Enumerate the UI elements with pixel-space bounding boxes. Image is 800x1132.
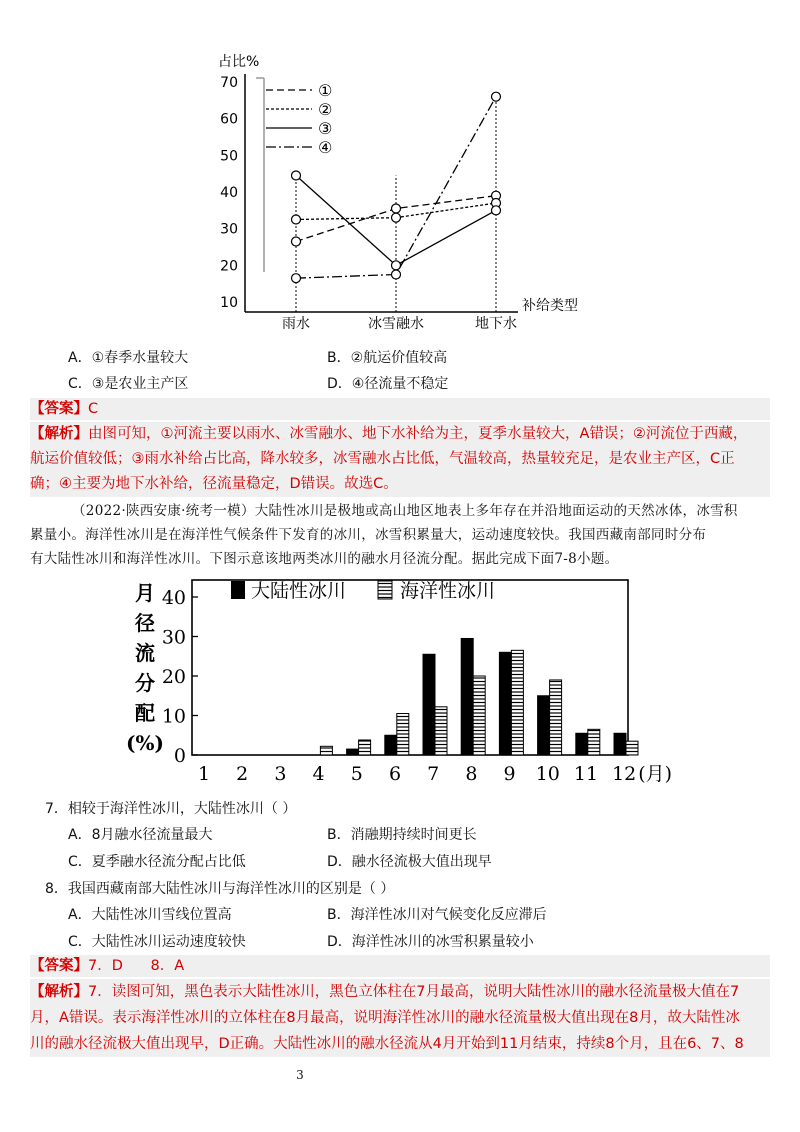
bar-continental bbox=[538, 696, 550, 755]
bar-maritime bbox=[550, 680, 562, 755]
bar-continental bbox=[614, 733, 626, 755]
glacier-runoff-bar-chart bbox=[120, 572, 680, 787]
q7-option-a: A．8月融水径流量最大 bbox=[68, 827, 213, 843]
y-tick-label: 10 bbox=[161, 705, 186, 728]
legend-label: ② bbox=[318, 100, 333, 119]
bar-maritime bbox=[359, 740, 371, 755]
y-tick-label: 0 bbox=[173, 745, 186, 767]
bar-maritime bbox=[435, 707, 447, 755]
data-point bbox=[292, 171, 301, 180]
x-unit-label: (月) bbox=[638, 763, 673, 785]
bar-continental bbox=[576, 733, 588, 755]
data-point bbox=[392, 213, 401, 222]
chart1-xlabel: 补给类型 bbox=[522, 298, 578, 314]
y-tick-label: 40 bbox=[220, 185, 238, 201]
answer-value: 7．D 8．A bbox=[88, 958, 185, 974]
x-category-label: 2 bbox=[236, 763, 249, 785]
analysis-line: 确；④主要为地下水补给，径流量稳定，D错误。故选C。 bbox=[30, 476, 398, 492]
q8-option-b: B．海洋性冰川对气候变化反应滞后 bbox=[327, 907, 547, 923]
analysis-line: 航运价值较低；③雨水补给占比高，降水较多，冰雪融水占比低，气温较高，热量较充足，是农业主产区，C正 bbox=[30, 451, 735, 467]
q8-stem: 8．我国西藏南部大陆性冰川与海洋性冰川的区别是（ ） bbox=[45, 881, 395, 897]
x-category-label: 10 bbox=[535, 763, 560, 785]
y-axis-label-char: 配 bbox=[135, 701, 155, 725]
bar-maritime bbox=[588, 729, 600, 755]
bar-continental bbox=[499, 652, 511, 755]
x-category-label: 12 bbox=[612, 763, 637, 785]
y-tick-label: 50 bbox=[220, 148, 238, 165]
answer-label: 【答案】 bbox=[30, 401, 88, 417]
q6-option-a: A．①春季水量较大 bbox=[68, 350, 189, 366]
data-point bbox=[392, 261, 401, 270]
legend-label: ④ bbox=[318, 138, 333, 157]
y-tick-label: 70 bbox=[220, 75, 238, 91]
q7-option-b: B．消融期持续时间更长 bbox=[327, 827, 477, 843]
legend-label: 海洋性冰川 bbox=[400, 580, 496, 602]
y-axis-label-char: 月 bbox=[135, 581, 155, 605]
data-point bbox=[292, 237, 301, 246]
answer-value: C bbox=[88, 401, 99, 417]
passage-line: 有大陆性冰川和海洋性冰川。下图示意该地两类冰川的融水月径流分配。据此完成下面7-8小题。 bbox=[30, 551, 619, 567]
x-category-label: 6 bbox=[388, 763, 402, 785]
q7-option-d: D．融水径流极大值出现早 bbox=[327, 854, 492, 870]
analysis-line: 川的融水径流极大值出现早，D正确。大陆性冰川的融水径流从4月开始到11月结束，持续8个月，且在6、7、8 bbox=[30, 1036, 744, 1052]
analysis-line: 【解析】由图可知，①河流主要以雨水、冰雪融水、地下水补给为主，夏季水量较大，A错误；②河流位于西藏， bbox=[30, 426, 748, 442]
y-tick-label: 20 bbox=[220, 258, 238, 275]
x-category-label: 1 bbox=[197, 763, 211, 785]
bar-maritime bbox=[473, 676, 485, 755]
q7-stem: 7．相较于海洋性冰川，大陆性冰川（ ） bbox=[45, 801, 297, 817]
y-tick-label: 20 bbox=[161, 666, 186, 688]
y-tick-label: 10 bbox=[220, 295, 238, 311]
data-point bbox=[492, 92, 501, 101]
analysis-block-2 bbox=[30, 979, 770, 1057]
bar-continental bbox=[461, 638, 473, 755]
data-point bbox=[392, 204, 401, 213]
supply-type-line-chart bbox=[200, 50, 620, 340]
q8-option-d: D．海洋性冰川的冰雪积累量较小 bbox=[327, 934, 534, 950]
x-category-label: 雨水 bbox=[282, 316, 310, 332]
q8-option-a: A．大陆性冰川雪线位置高 bbox=[68, 907, 232, 923]
answer-label: 【答案】 bbox=[30, 958, 88, 974]
y-tick-label: 30 bbox=[220, 221, 238, 238]
y-tick-label: 40 bbox=[161, 587, 186, 609]
data-point bbox=[392, 270, 401, 279]
analysis-line: 【解析】7．读图可知，黑色表示大陆性冰川，黑色立体柱在7月最高，说明大陆性冰川的融水径流量极大值在7 bbox=[30, 984, 740, 1000]
x-category-label: 7 bbox=[427, 763, 440, 785]
x-category-label: 11 bbox=[573, 763, 599, 785]
q8-option-c: C．大陆性冰川运动速度较快 bbox=[68, 934, 246, 950]
passage-line: 累量小。海洋性冰川是在海洋性气候条件下发育的冰川，冰雪积累量大，运动速度较快。我国西藏南部同时分布 bbox=[30, 527, 707, 543]
x-category-label: 9 bbox=[503, 763, 516, 785]
analysis-label: 【解析】 bbox=[30, 984, 88, 1000]
bar-maritime bbox=[397, 714, 409, 755]
data-point bbox=[292, 215, 301, 224]
passage-line: （2022·陕西安康·统考一模）大陆性冰川是极地或高山地区地表上多年存在并沿地面运动的天然冰体，冰雪积 bbox=[72, 503, 738, 519]
y-tick-label: 60 bbox=[220, 111, 238, 128]
x-category-label: 3 bbox=[274, 763, 287, 785]
answer-block-1 bbox=[30, 398, 770, 420]
y-axis-label-char: (%) bbox=[126, 731, 164, 755]
x-category-label: 地下水 bbox=[475, 316, 517, 332]
legend-label: 大陆性冰川 bbox=[251, 580, 347, 602]
bar-continental bbox=[385, 735, 397, 755]
legend-label: ① bbox=[318, 81, 333, 100]
x-category-label: 8 bbox=[465, 763, 478, 785]
y-axis-label-char: 流 bbox=[135, 641, 155, 665]
y-tick-label: 30 bbox=[161, 626, 186, 649]
y-axis-label-char: 分 bbox=[135, 671, 155, 695]
q6-option-c: C．③是农业主产区 bbox=[68, 376, 189, 392]
q7-option-c: C．夏季融水径流分配占比低 bbox=[68, 854, 246, 870]
y-axis-label-char: 径 bbox=[135, 611, 155, 635]
analysis-block-1 bbox=[30, 422, 770, 497]
answer-block-2 bbox=[30, 955, 770, 977]
bar-continental bbox=[347, 749, 359, 755]
x-category-label: 4 bbox=[312, 763, 325, 785]
analysis-line: 月，A错误。表示海洋性冰川的立体柱在8月最高，说明海洋性冰川的融水径流量极大值出现在8月，故大陆性冰 bbox=[30, 1010, 740, 1026]
data-point bbox=[292, 274, 301, 283]
legend-swatch-maritime bbox=[378, 581, 392, 599]
passage bbox=[30, 499, 770, 571]
legend-swatch-continental bbox=[231, 581, 245, 599]
bar-continental bbox=[423, 654, 435, 755]
data-point bbox=[492, 206, 501, 215]
x-category-label: 5 bbox=[350, 763, 363, 785]
x-category-label: 冰雪融水 bbox=[368, 316, 424, 332]
analysis-label: 【解析】 bbox=[30, 426, 88, 442]
page-number: 3 bbox=[296, 1068, 304, 1082]
q6-option-b: B．②航运价值较高 bbox=[327, 350, 448, 366]
bar-maritime bbox=[626, 741, 638, 755]
bar-maritime bbox=[511, 650, 523, 755]
bar-maritime bbox=[320, 746, 332, 755]
q6-option-d: D．④径流量不稳定 bbox=[327, 376, 449, 392]
legend-label: ③ bbox=[318, 119, 333, 138]
chart1-ylabel: 占比% bbox=[218, 54, 260, 70]
